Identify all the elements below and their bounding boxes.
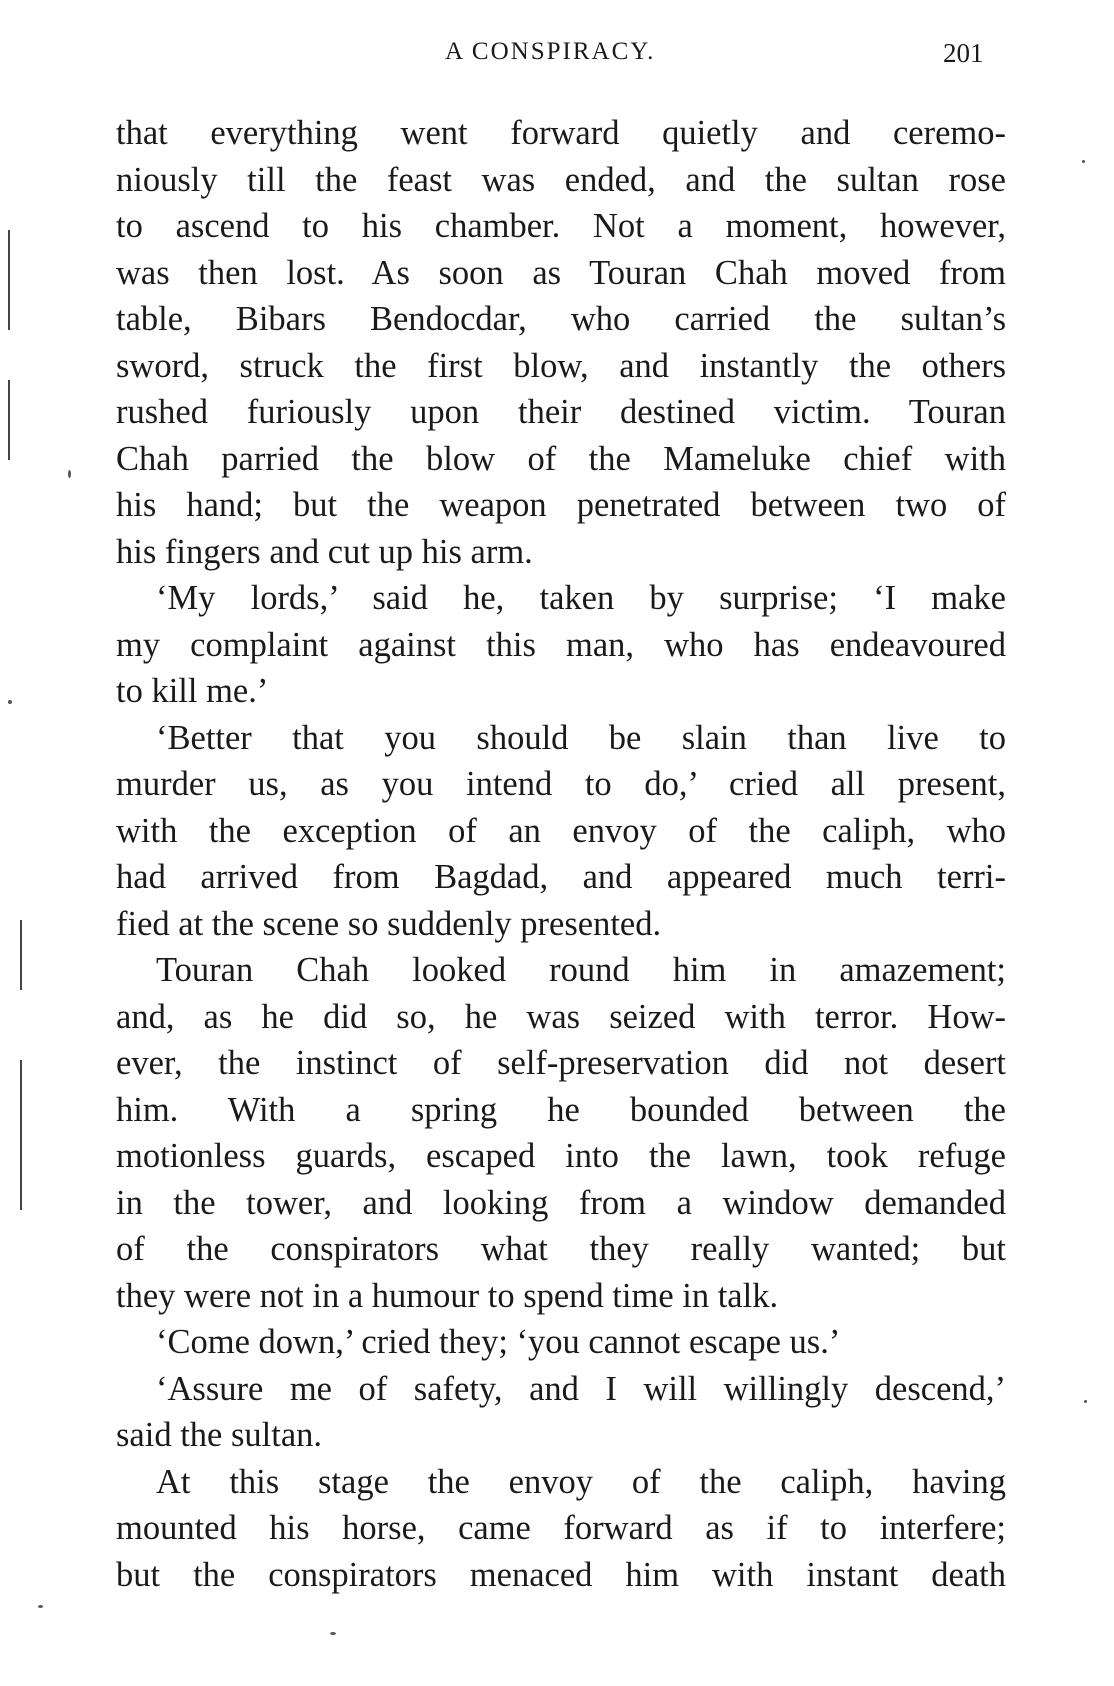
text-line: of the conspirators what they really wanted; but <box>116 1230 1006 1268</box>
scan-gutter-marks <box>0 0 40 1686</box>
text-line: with the exception of an envoy of the caliph, who <box>116 811 1006 850</box>
text-line: to ascend to his chamber. Not a moment, however, <box>116 207 1006 245</box>
page-number: 201 <box>943 38 984 68</box>
text-line: and, as he did so, he was seized with terror. How- <box>116 997 1006 1036</box>
text-line: mounted his horse, came forward as if to interfere; <box>116 1509 1006 1547</box>
scan-artifact <box>8 380 10 460</box>
body-text <box>116 110 1006 1598</box>
text-line: table, Bibars Bendocdar, who carried the sultan’s <box>116 300 1006 338</box>
text-line: they were not in a humour to spend time in talk. <box>116 1276 779 1315</box>
scan-artifact <box>20 920 22 990</box>
text-line: but the conspirators menaced him with instant death <box>116 1555 1006 1594</box>
running-title: A CONSPIRACY. <box>445 38 656 65</box>
scan-artifact <box>68 470 71 478</box>
text-line: At this stage the envoy of the caliph, having <box>156 1462 1006 1501</box>
text-line: fied at the scene so suddenly presented. <box>116 904 662 943</box>
text-line: in the tower, and looking from a window demanded <box>116 1183 1006 1222</box>
text-line: his fingers and cut up his arm. <box>116 532 533 571</box>
text-line: ever, the instinct of self-preservation did not desert <box>116 1044 1006 1082</box>
text-line: niously till the feast was ended, and the sultan rose <box>116 160 1006 199</box>
scan-artifact <box>38 1605 43 1608</box>
text-line: his hand; but the weapon penetrated between two of <box>116 486 1006 524</box>
text-line: Touran Chah looked round him in amazement; <box>156 951 1006 989</box>
scan-artifact <box>1082 160 1085 163</box>
scan-artifact <box>8 230 10 330</box>
text-line: that everything went forward quietly and ceremo- <box>116 114 1006 152</box>
text-line: ‘Better that you should be slain than live to <box>156 718 1006 757</box>
text-line: ‘Come down,’ cried they; ‘you cannot escape us.’ <box>156 1323 841 1361</box>
scan-artifact <box>20 1060 22 1210</box>
text-line: had arrived from Bagdad, and appeared much terri- <box>116 858 1006 896</box>
text-line: rushed furiously upon their destined victim. Touran <box>116 393 1006 431</box>
scan-artifact <box>8 700 12 704</box>
text-line: my complaint against this man, who has endeavoured <box>116 625 1006 664</box>
text-line: him. With a spring he bounded between the <box>116 1090 1006 1129</box>
page-header <box>0 38 1114 78</box>
scan-artifact <box>330 1632 336 1635</box>
text-line: ‘My lords,’ said he, taken by surprise; ‘I make <box>156 579 1006 617</box>
text-line: ‘Assure me of safety, and I will willingly descend,’ <box>156 1369 1006 1408</box>
text-line: said the sultan. <box>116 1416 323 1454</box>
text-line: to kill me.’ <box>116 672 269 710</box>
text-line: Chah parried the blow of the Mameluke chief with <box>116 439 1006 478</box>
text-line: sword, struck the first blow, and instantly the others <box>116 346 1006 385</box>
scan-artifact <box>1084 1400 1087 1403</box>
text-line: motionless guards, escaped into the lawn, took refuge <box>116 1137 1006 1175</box>
text-line: murder us, as you intend to do,’ cried all present, <box>116 765 1006 803</box>
text-line: was then lost. As soon as Touran Chah moved from <box>116 253 1006 292</box>
